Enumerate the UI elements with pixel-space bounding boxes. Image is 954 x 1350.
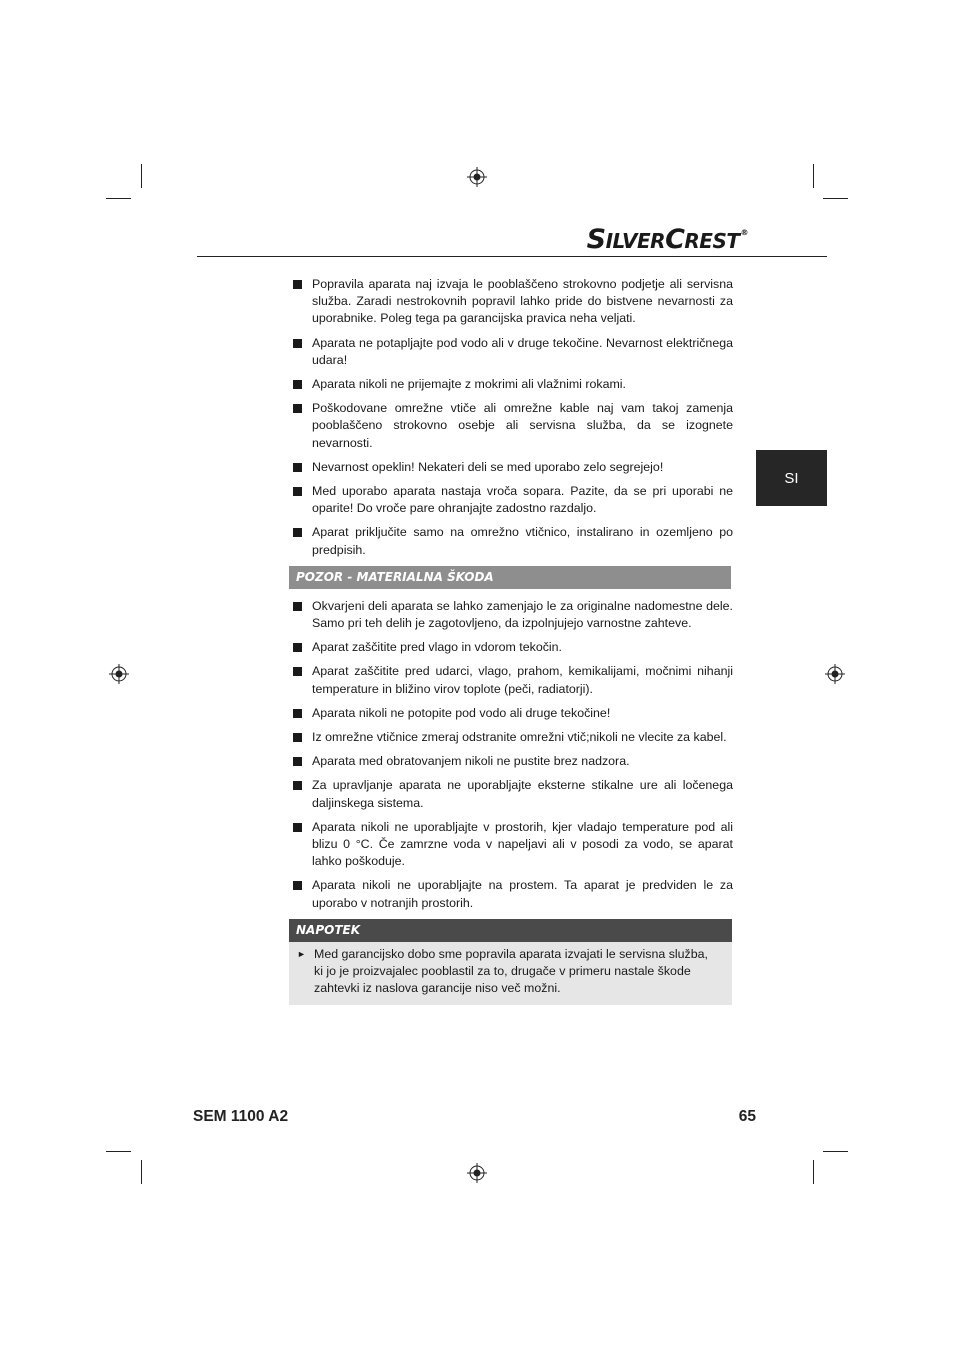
- list-item: Aparata med obratovanjem nikoli ne pustite brez nadzora.: [289, 753, 733, 770]
- note-item: ► Med garancijsko dobo sme popravila aparata izvajati le servisna služba, ki jo je proizvajalec pooblastil za to, drugače v primeru nastale škode zahtevki iz naslova garancije niso več možni.: [297, 946, 708, 996]
- registration-mark-icon: [467, 167, 487, 187]
- crop-mark: [823, 1151, 848, 1152]
- list-item: Aparata nikoli ne uporabljajte v prostorih, kjer vladajo temperature pod ali blizu 0 °C. Če zamrzne voda v napeljavi ali v posodi za vodo, se aparat lahko poškoduje.: [289, 819, 733, 871]
- registration-mark-icon: [467, 1163, 487, 1183]
- list-item: Aparata ne potapljajte pod vodo ali v druge tekočine. Nevarnost električnega udara!: [289, 335, 733, 369]
- list-item: Aparata nikoli ne prijemajte z mokrimi ali vlažnimi rokami.: [289, 376, 733, 393]
- bullet-square-icon: [293, 380, 302, 389]
- bullet-square-icon: [293, 709, 302, 718]
- list-item: Aparat zaščitite pred vlago in vdorom tekočin.: [289, 639, 733, 656]
- language-tab-label: SI: [784, 469, 799, 487]
- bullet-square-icon: [293, 528, 302, 537]
- bullet-square-icon: [293, 463, 302, 472]
- brand-logo: SILVERCREST®: [586, 224, 748, 255]
- bullet-square-icon: [293, 667, 302, 676]
- footer-model: SEM 1100 A2: [193, 1108, 289, 1125]
- crop-mark: [823, 198, 848, 199]
- bullet-square-icon: [293, 881, 302, 890]
- bullet-square-icon: [293, 602, 302, 611]
- registration-mark-icon: [825, 664, 845, 684]
- list-item: Aparat priključite samo na omrežno vtičnico, instalirano in ozemljeno po predpisih.: [289, 524, 733, 558]
- registration-mark-icon: [109, 664, 129, 684]
- crop-mark: [813, 1160, 814, 1184]
- main-content: [289, 276, 733, 1005]
- bullet-square-icon: [293, 823, 302, 832]
- list-item: Aparata nikoli ne uporabljajte na prostem. Ta aparat je predviden le za uporabo v notranjih prostorih.: [289, 877, 733, 911]
- arrow-right-icon: ►: [297, 948, 306, 959]
- list-item: Aparat zaščitite pred udarci, vlago, prahom, kemikalijami, močnimi nihanji temperature in bližino virov toplote (peči, radiatorji).: [289, 663, 733, 697]
- list-item: Aparata nikoli ne potopite pod vodo ali druge tekočine!: [289, 705, 733, 722]
- language-tab: [756, 450, 827, 506]
- list-item: Okvarjeni deli aparata se lahko zamenjajo le za originalne nadomestne dele. Samo pri teh delih je zagotovljeno, da izpolnjujejo varnostne zahteve.: [289, 598, 733, 632]
- list-item: Nevarnost opeklin! Nekateri deli se med uporabo zelo segrejejo!: [289, 459, 733, 476]
- bullet-square-icon: [293, 487, 302, 496]
- bullet-square-icon: [293, 339, 302, 348]
- note-box: [289, 942, 732, 1005]
- crop-mark: [813, 164, 814, 188]
- list-item: Poškodovane omrežne vtiče ali omrežne kable naj vam takoj zamenja pooblaščeno strokovno osebje ali servisna služba, da se izognete nevarnosti.: [289, 400, 733, 452]
- crop-mark: [141, 164, 142, 188]
- bullet-square-icon: [293, 733, 302, 742]
- material-damage-list: [289, 598, 733, 912]
- page-number: 65: [738, 1108, 756, 1125]
- list-item: Za upravljanje aparata ne uporabljajte eksterne stikalne ure ali ločenega daljinskega sistema.: [289, 777, 733, 811]
- bullet-square-icon: [293, 643, 302, 652]
- bullet-square-icon: [293, 404, 302, 413]
- list-item: Med uporabo aparata nastaja vroča sopara. Pazite, da se pri uporabi ne oparite! Do vroče pare ohranjajte zadostno razdaljo.: [289, 483, 733, 517]
- section-header-material-damage: POZOR - MATERIALNA ŠKODA: [289, 566, 731, 589]
- crop-mark: [106, 1151, 131, 1152]
- section-header-note: NAPOTEK: [289, 919, 732, 942]
- list-item: Popravila aparata naj izvaja le pooblaščeno strokovno podjetje ali servisna služba. Zaradi nestrokovnih popravil lahko pride do bistvene nevarnosti za uporabnike. Poleg tega pa garancijska pravica neha veljati.: [289, 276, 733, 328]
- bullet-square-icon: [293, 757, 302, 766]
- safety-list: [289, 276, 733, 559]
- list-item: Iz omrežne vtičnice zmeraj odstranite omrežni vtič;nikoli ne vlecite za kabel.: [289, 729, 733, 746]
- bullet-square-icon: [293, 280, 302, 289]
- header-rule: [197, 256, 827, 257]
- crop-mark: [106, 198, 131, 199]
- crop-mark: [141, 1160, 142, 1184]
- bullet-square-icon: [293, 781, 302, 790]
